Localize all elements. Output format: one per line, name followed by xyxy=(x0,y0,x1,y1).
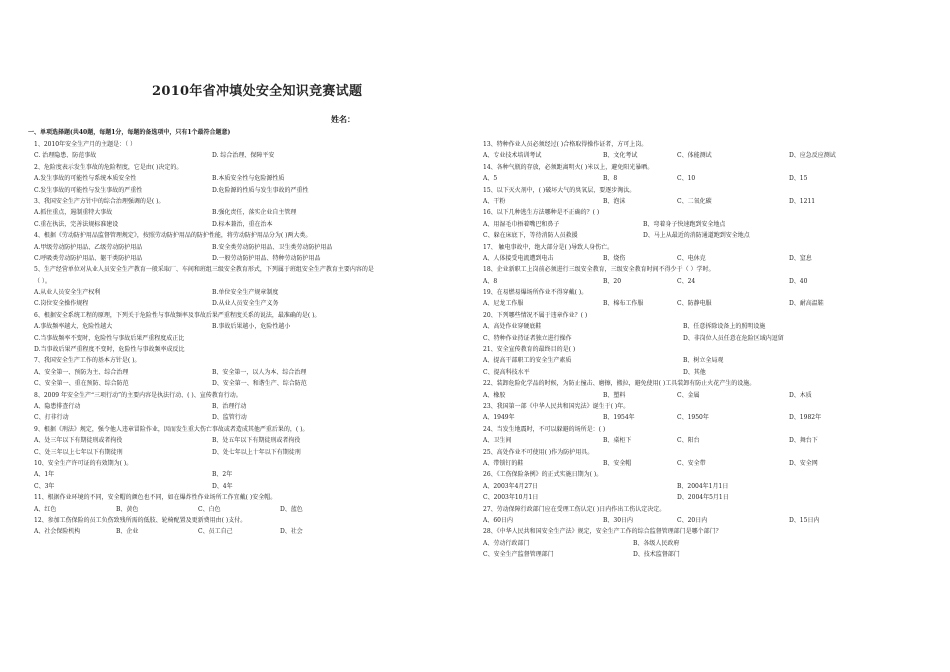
answer-option: D、40 xyxy=(789,277,808,285)
answer-option: C、10 xyxy=(677,175,696,183)
question-text: 16、以下几种逃生方法哪种是不正确的？( ) xyxy=(483,209,600,217)
option-row xyxy=(34,504,474,515)
answer-option: A、用湿毛巾捂着嘴巴和鼻子 xyxy=(483,220,560,228)
answer-option: B、桌柜下 xyxy=(603,437,632,445)
document-title: 2010年省冲填处安全知识竞赛试题 xyxy=(152,84,363,99)
answer-option: A、2003年4月27日 xyxy=(483,482,539,490)
option-row xyxy=(34,367,474,378)
answer-option: C、安全带 xyxy=(677,459,706,467)
answer-option: D、非岗位人员任意在危险区域内逗留 xyxy=(683,334,784,342)
answer-option: C.重在执法，完善法规标准建设 xyxy=(34,220,119,228)
answer-option: B、各级人民政府 xyxy=(633,539,680,547)
answer-option: B、20 xyxy=(603,277,622,285)
answer-option: C. 治理隐患、防范事故 xyxy=(34,152,97,160)
answer-option: C、1950年 xyxy=(677,414,709,422)
option-row xyxy=(483,492,923,503)
answer-option: D.从业人员安全生产义务 xyxy=(212,300,279,308)
answer-option: C、白色 xyxy=(198,505,221,513)
answer-option: C、防静电服 xyxy=(677,300,712,308)
answer-option: A.从业人员安全生产权利 xyxy=(34,289,101,297)
answer-option: B、1954年 xyxy=(603,414,635,422)
answer-option: B、树立全局观 xyxy=(683,357,724,365)
answer-option: D、15 xyxy=(789,175,808,183)
answer-option: D、安全网 xyxy=(789,459,818,467)
answer-option: A、干粉 xyxy=(483,197,506,205)
answer-option: B、文化考试 xyxy=(603,152,638,160)
answer-option: A、安全第一、预防为主、综合治理 xyxy=(34,368,129,376)
answer-option: D、耐高温鞋 xyxy=(789,300,824,308)
answer-option: D、2004年5月1日 xyxy=(677,494,729,502)
question-text: 2、危险度表示发生事故的危险程度，它是由( )决定的。 xyxy=(34,163,183,171)
answer-option: A、处三年以下有期徒刑或者拘役 xyxy=(34,437,123,445)
answer-option: D、15日内 xyxy=(789,516,820,524)
option-row xyxy=(34,378,474,389)
answer-option: C.呼吸类劳动防护用品、躯干类防护用品 xyxy=(34,254,143,262)
option-row xyxy=(483,538,923,549)
answer-option: A、60日内 xyxy=(483,516,513,524)
option-row xyxy=(34,287,474,298)
answer-option: C、安全第一、重在预防、综合防范 xyxy=(34,380,129,388)
question-text: 23、我国第一部《中华人民共和国宪法》诞生于( )年。 xyxy=(483,402,630,410)
question-text: 20、下列哪些情况不属于违章作业？( ) xyxy=(483,311,588,319)
answer-option: B、棉布工作服 xyxy=(603,300,644,308)
option-row xyxy=(483,367,923,378)
answer-option: D.危险源的性质与发生事故的严重性 xyxy=(212,186,309,194)
answer-option: C、20日内 xyxy=(677,516,708,524)
answer-option: B、2年 xyxy=(212,471,233,479)
section-header: 一、单项选择题(共40题，每题1分，每题的备选项中，只有1个最符合题意) xyxy=(28,129,231,136)
option-row xyxy=(34,253,474,264)
answer-option: A.事故频率越大，危险性越大 xyxy=(34,323,113,331)
answer-option: D、应急反应测试 xyxy=(789,152,836,160)
answer-option: D、蓝色 xyxy=(280,505,303,513)
answer-option: C、提高科技水平 xyxy=(483,368,530,376)
question-text: 28、《中华人民共和国安全生产法》规定，安全生产工作的综合监督管理部门是哪个部门？ xyxy=(483,528,722,536)
question-column-right xyxy=(483,139,923,560)
answer-option: B.单位安全生产规章制度 xyxy=(212,289,279,297)
answer-option: B.事故后果越小，危险性越小 xyxy=(212,323,291,331)
answer-option: B、泡沫 xyxy=(603,197,626,205)
answer-option: A、隐患排查行动 xyxy=(34,402,81,410)
question-text: 12、参加工伤保险的员工负伤致残所需的低肢、轮椅配置及更新费用由( )支付。 xyxy=(34,516,247,524)
answer-option: A、橡胶 xyxy=(483,391,506,399)
answer-option: C、员工自己 xyxy=(198,528,233,536)
question-text: 26、《工伤保险条例》的正式实施日期为( )。 xyxy=(483,471,603,479)
answer-option: B、8 xyxy=(603,175,618,183)
question-text: 15、以下灭火剂中，( )破坏大气的臭氧层，要逐步淘汰。 xyxy=(483,186,636,194)
question-text: 9、根据《刑法》规定，强令他人违章冒险作业，因而发生重大伤亡事故或者造成其他严重后果的，( )。 xyxy=(34,425,309,433)
option-row xyxy=(483,196,923,207)
question-text: 13、特种作业人员必须经过( )合格取得操作证者，方可上岗。 xyxy=(483,141,648,148)
option-row xyxy=(483,298,923,309)
option-row xyxy=(34,447,474,458)
answer-option: B、塑料 xyxy=(603,391,626,399)
answer-option: A.甲级劳动防护用品、乙级劳动防护用品 xyxy=(34,243,143,251)
option-row xyxy=(34,321,474,332)
answer-option: A、提高干部职工的安全生产素质 xyxy=(483,357,572,365)
answer-option: B、烧伤 xyxy=(603,254,626,262)
answer-option: C、金属 xyxy=(677,391,700,399)
answer-option: D、社会 xyxy=(280,528,303,536)
answer-option: B、任意拆除设备上的照明设施 xyxy=(683,323,766,331)
option-row xyxy=(34,242,474,253)
option-row xyxy=(483,458,923,469)
name-label: 姓名： xyxy=(331,114,355,124)
question-text: 1、2010年安全生产月的主题是：（ ） xyxy=(34,141,136,148)
option-row xyxy=(34,298,474,309)
question-text: 18、企业新职工上岗前必须进行三级安全教育，三级安全教育时间不得少于（ ）学时。 xyxy=(483,266,715,274)
answer-option: B、安全帽 xyxy=(603,459,632,467)
option-row xyxy=(483,481,923,492)
answer-option: A、1年 xyxy=(34,471,55,479)
answer-option: B、治理行动 xyxy=(212,402,247,410)
answer-option: A、带锁钉的鞋 xyxy=(483,459,524,467)
option-row xyxy=(483,549,923,560)
question-text: （ ）。 xyxy=(34,277,51,285)
answer-option: C、体能测试 xyxy=(677,152,712,160)
answer-option: D. 综合治理、保障平安 xyxy=(212,152,275,160)
answer-option: D、监管行动 xyxy=(212,414,247,422)
question-text: 3、我国安全生产方针中的综合治理强调的是( )。 xyxy=(34,197,165,205)
question-text: 8、2009 年安全生产“三项行动”的主要内容是执法行动、( )、宣传教育行动。 xyxy=(34,391,242,399)
answer-option: B、处五年以下有期徒刑或者拘役 xyxy=(212,437,301,445)
option-row xyxy=(34,207,474,218)
answer-option: D、4年 xyxy=(212,482,233,490)
question-text: 21、安全宣传教育的最终目的是( ) xyxy=(483,346,576,354)
question-text: 4、根据《劳动防护用品监督管理规定》，按照劳动防护用品的防护性能，将劳动防护用品分为( )两大类。 xyxy=(34,232,312,240)
answer-option: C.发生事故的可能性与发生事故的严重性 xyxy=(34,186,143,194)
answer-option: A、高处作业穿硬底鞋 xyxy=(483,323,542,331)
answer-option: B、安全第一，以人为本、综合治理 xyxy=(212,368,307,376)
answer-option: C.岗位安全操作规程 xyxy=(34,300,89,308)
answer-option: A、专业技术培训考试 xyxy=(483,152,542,160)
option-row xyxy=(483,219,923,230)
answer-option: A、卫生间 xyxy=(483,437,512,445)
answer-option: C、阳台 xyxy=(677,437,700,445)
answer-option: D、窒息 xyxy=(789,254,812,262)
question-text: 17、 触电事故中，绝大部分是( )导致人身伤亡。 xyxy=(483,243,614,251)
option-row xyxy=(34,481,474,492)
answer-option: C、2003年10月1日 xyxy=(483,494,539,502)
answer-option: D、安全第一、和谐生产、综合防范 xyxy=(212,380,307,388)
question-text: 25、高处作业不可使用( )作为防护用具。 xyxy=(483,448,594,456)
option-row xyxy=(34,435,474,446)
answer-option: A、尼龙工作服 xyxy=(483,300,524,308)
answer-option: C、躲在床底下，等待消防人员救援 xyxy=(483,232,578,240)
option-row xyxy=(483,515,923,526)
question-column-left xyxy=(34,139,474,538)
answer-option: D、处七年以上十年以下有期徒刑 xyxy=(212,448,301,456)
answer-option: B、30日内 xyxy=(603,516,634,524)
question-text: 10、安全生产许可证的有效期为( )。 xyxy=(34,459,133,467)
question-text: 22、装卸危险化学品的时候，为防止撞击、磨擦，搬拉，避免使用( )工具装卸有防止火花产生的设施。 xyxy=(483,380,756,388)
answer-option: D、1982年 xyxy=(789,414,822,422)
option-row xyxy=(483,253,923,264)
option-row xyxy=(34,173,474,184)
answer-option: D.标本兼治，重在治本 xyxy=(212,220,273,228)
answer-option: B.强化责任，落实企业自主管理 xyxy=(212,209,297,217)
answer-option: C、打非行动 xyxy=(34,414,69,422)
answer-option: D、其他 xyxy=(683,368,706,376)
answer-option: A、8 xyxy=(483,277,498,285)
answer-option: A、人体接受电流遭到电击 xyxy=(483,254,554,262)
answer-option: B、弯着身子快速跑到安全地点 xyxy=(643,220,726,228)
answer-option: D.一般劳动防护用品、特种劳动防护用品 xyxy=(212,254,321,262)
answer-option: A、红色 xyxy=(34,505,57,513)
option-row xyxy=(483,412,923,423)
option-row xyxy=(34,401,474,412)
answer-option: D、马上从最近的消防通道跑到安全地点 xyxy=(643,232,750,240)
answer-option: C、3年 xyxy=(34,482,55,490)
question-text: 24、当发生地震时，不可以躲避的场所是：( ) xyxy=(483,425,606,433)
option-row xyxy=(483,390,923,401)
answer-option: A.抓住重点，遏制重特大事故 xyxy=(34,209,113,217)
question-text: 5、生产经营单位对从业人员安全生产教育一般采取厂、车间和班组三级安全教育形式，下列属于班组安全生产教育主要内容的是 xyxy=(34,266,374,274)
question-text: D.当事故后果严重程度不变时，危险性与事故频率成反比 xyxy=(34,346,185,354)
question-text: 6、根据安全系统工程的原理，下列关于危险性与事故频率及事故后果严重程度关系的说法，最准确的是( )。 xyxy=(34,311,321,319)
option-row xyxy=(483,435,923,446)
option-row xyxy=(483,333,923,344)
option-row xyxy=(483,173,923,184)
question-text: C.当事故频率不变时，危险性与事故后果严重程度成正比 xyxy=(34,334,185,342)
answer-option: B、2004年1月1日 xyxy=(677,482,729,490)
answer-option: B、企业 xyxy=(116,528,139,536)
answer-option: B.本质安全性与危险源性质 xyxy=(212,175,285,183)
option-row xyxy=(483,150,923,161)
answer-option: B、黄色 xyxy=(116,505,139,513)
answer-option: C、24 xyxy=(677,277,696,285)
answer-option: C、特种作业持证者独立进行操作 xyxy=(483,334,572,342)
answer-option: A、1949年 xyxy=(483,414,515,422)
option-row xyxy=(34,469,474,480)
option-row xyxy=(34,412,474,423)
option-row xyxy=(483,355,923,366)
option-row xyxy=(34,150,474,161)
answer-option: C、二氧化碳 xyxy=(677,197,712,205)
question-text: 7、我国安全生产工作的基本方针是( )。 xyxy=(34,357,141,365)
question-text: 11、根据作业环境的不同，安全帽的颜色也不同，如在爆炸性作业场所工作宜戴( )安全帽。 xyxy=(34,494,277,502)
answer-option: D、1211 xyxy=(789,197,816,205)
question-text: 19、在易燃易爆场所作业不得穿戴( )。 xyxy=(483,289,588,297)
option-row xyxy=(483,276,923,287)
answer-option: D、技术监督部门 xyxy=(633,551,680,559)
question-text: 27、劳动保障行政部门应在受理工伤认定( )日内作出工伤认定决定。 xyxy=(483,505,666,513)
answer-option: D、木质 xyxy=(789,391,812,399)
answer-option: D、舞台下 xyxy=(789,437,818,445)
answer-option: C、电休克 xyxy=(677,254,706,262)
answer-option: C、处三年以上七年以下有期徒刑 xyxy=(34,448,123,456)
answer-option: A.发生事故的可能性与系统本质安全性 xyxy=(34,175,137,183)
question-text: 14、各种气瓶的存放，必须距离明火( )米以上，避免阳光暴晒。 xyxy=(483,163,654,171)
answer-option: A、劳动行政部门 xyxy=(483,539,530,547)
option-row xyxy=(483,321,923,332)
option-row xyxy=(34,185,474,196)
option-row xyxy=(34,526,474,537)
option-row xyxy=(34,219,474,230)
answer-option: B.安全类劳动防护用品、卫生类劳动防护用品 xyxy=(212,243,333,251)
option-row xyxy=(483,230,923,241)
answer-option: C、安全生产监督管理部门 xyxy=(483,551,554,559)
answer-option: A、社会保险机构 xyxy=(34,528,81,536)
answer-option: A、5 xyxy=(483,175,498,183)
